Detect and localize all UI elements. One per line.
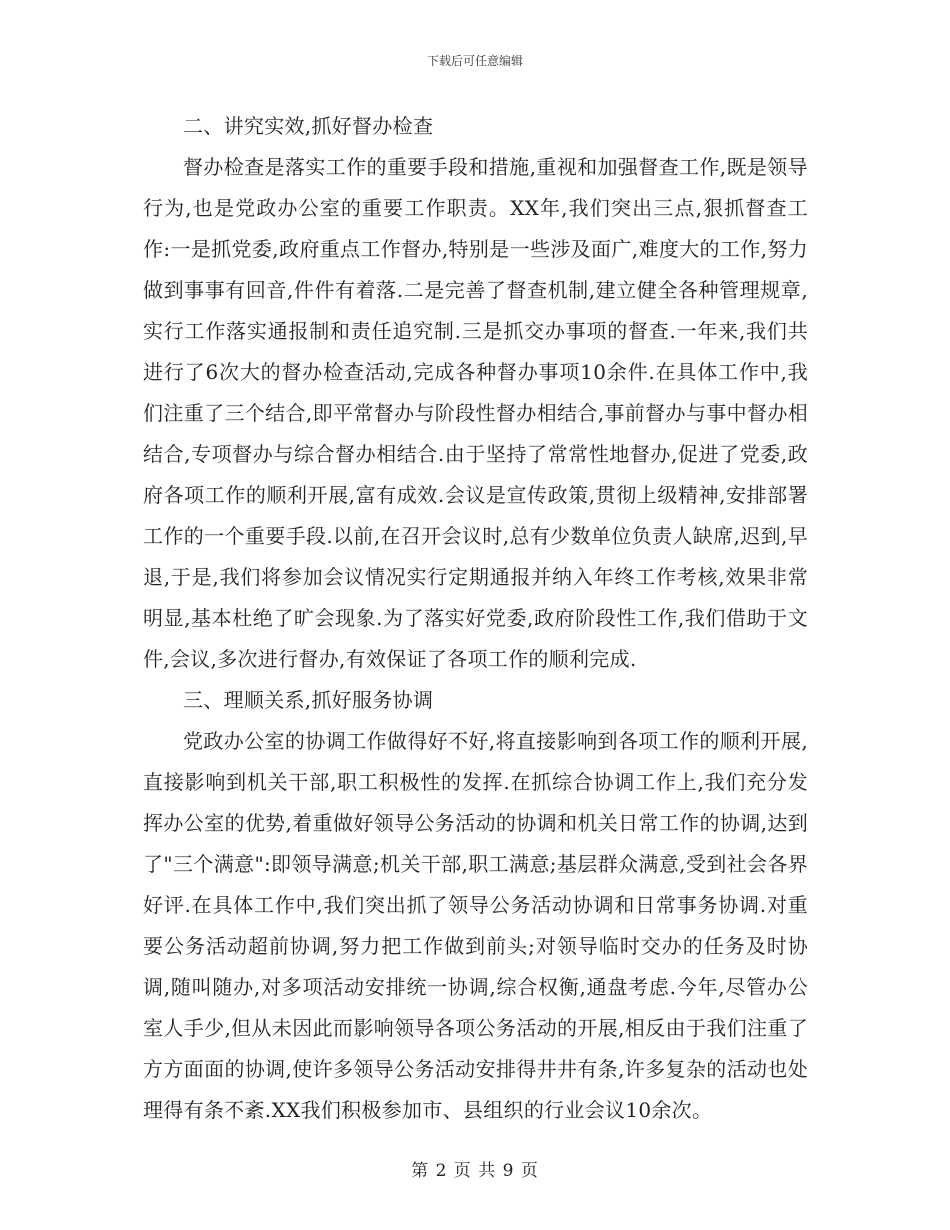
page-header-note: 下载后可任意编辑: [426, 54, 523, 68]
section-heading-2: 二、讲究实效,抓好督办检查: [183, 114, 434, 138]
section-heading-3: 三、理顺关系,抓好服务协调: [183, 688, 434, 712]
page-number: 第 2 页 共 9 页: [411, 1161, 539, 1181]
section-paragraph-3: 党政办公室的协调工作做得好不好,将直接影响到各项工作的顺利开展,直接影响到机关干部,职工积极性的发挥.在抓综合协调工作上,我们充分发挥办公室的优势,着重做好领导公务活动的协调和机关日常工作的协调,达到了"三个满意":即领导满意;机关干部,职工满意;基层群众满意,受到社会各界好评.在具体工作中,我们突出抓了领导公务活动协调和日常事务协调.对重要公务活动超前协调,努力把工作做到前头;对领导临时交办的任务及时协调,随叫随办,对多项活动安排统一协调,综合权衡,通盘考虑.今年,尽管办公室人手少,但从未因此而影响领导各项公务活动的开展,相反由于我们注重了方方面面的协调,使许多领导公务活动安排得井井有条,许多复杂的活动也处理得有条不紊.XX我们积极参加市、县组织的行业会议10余次。: [143, 729, 808, 1122]
section-paragraph-2: 督办检查是落实工作的重要手段和措施,重视和加强督查工作,既是领导行为,也是党政办公室的重要工作职责。XX年,我们突出三点,狠抓督查工作:一是抓党委,政府重点工作督办,特别是一些涉及面广,难度大的工作,努力做到事事有回音,件件有着落.二是完善了督查机制,建立健全各种管理规章,实行工作落实通报制和责任追究制.三是抓交办事项的督查.一年来,我们共进行了6次大的督办检查活动,完成各种督办事项10余件.在具体工作中,我们注重了三个结合,即平常督办与阶段性督办相结合,事前督办与事中督办相结合,专项督办与综合督办相结合.由于坚持了常常性地督办,促进了党委,政府各项工作的顺利开展,富有成效.会议是宣传政策,贯彻上级精神,安排部署工作的一个重要手段.以前,在召开会议时,总有少数单位负责人缺席,迟到,早退,于是,我们将参加会议情况实行定期通报并纳入年终工作考核,效果非常明显,基本杜绝了旷会现象.为了落实好党委,政府阶段性工作,我们借助于文件,会议,多次进行督办,有效保证了各项工作的顺利完成.: [143, 155, 808, 671]
document-body: [143, 106, 808, 1131]
